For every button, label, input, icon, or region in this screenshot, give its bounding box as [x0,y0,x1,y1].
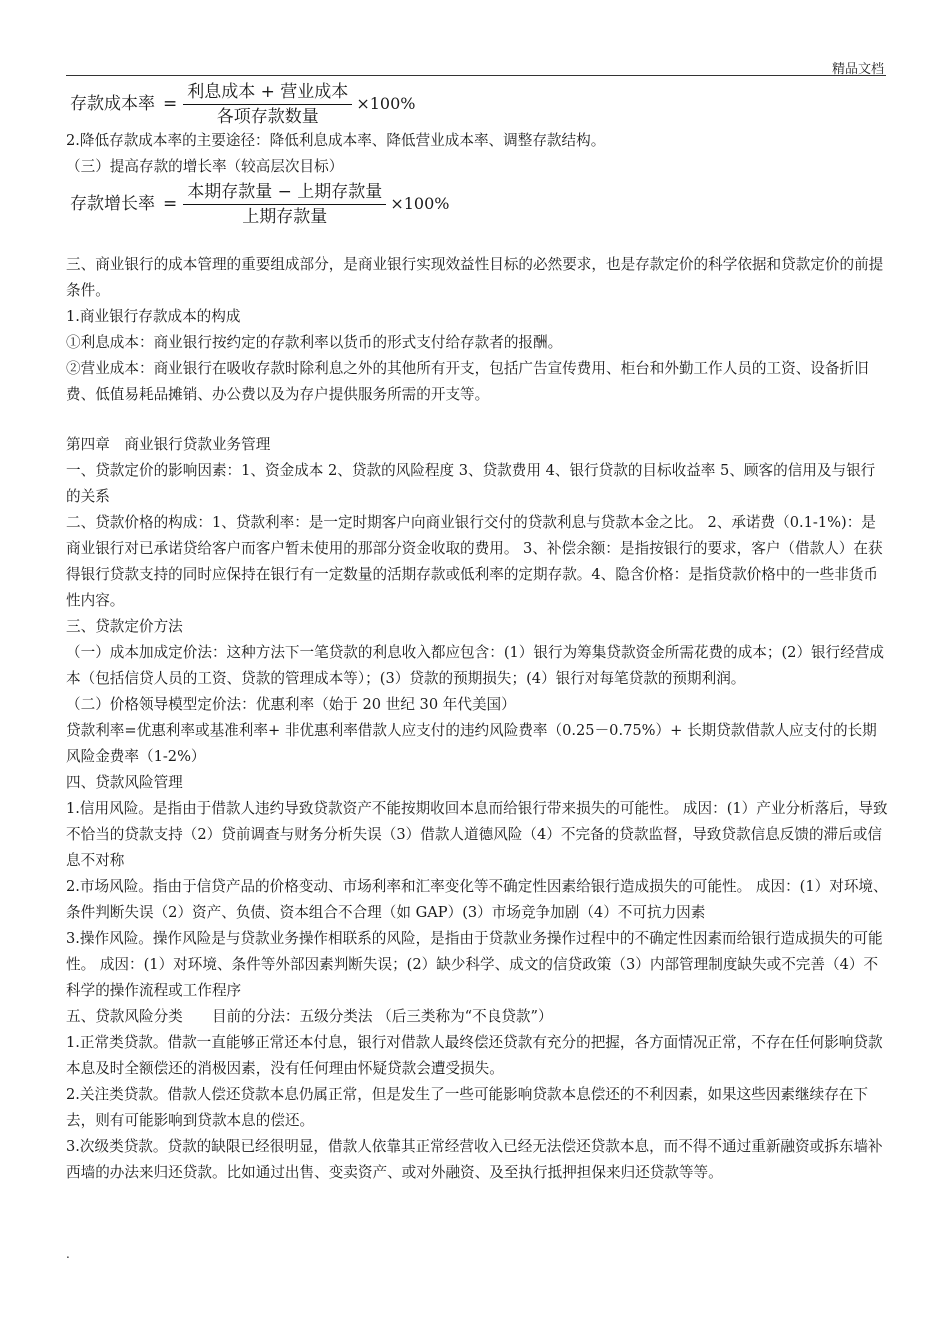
paragraph: 2.降低存款成本率的主要途径：降低利息成本率、降低营业成本率、调整存款结构。 [66,132,606,149]
formula-numerator: 本期存款量 − 上期存款量 [187,181,383,202]
document-body [66,80,888,1186]
paragraph: 1.正常类贷款。借款一直能够正常还本付息，银行对借款人最终偿还贷款有充分的把握，各方面情况正常，不存在任何影响贷款本息及时全额偿还的消极因素，没有任何理由怀疑贷款会遭受损失。 [66,1034,883,1077]
paragraph: 2.关注类贷款。借款人偿还贷款本息仍属正常，但是发生了一些可能影响贷款本息偿还的不利因素，如果这些因素继续存在下去，则有可能影响到贷款本息的偿还。 [66,1086,868,1129]
deposit-cost-rate-formula [70,80,888,128]
paragraph: 3.次级类贷款。贷款的缺限已经很明显，借款人依靠其正常经营收入已经无法偿还贷款本息，而不得不通过重新融资或拆东墙补西墙的办法来归还贷款。比如通过出售、变卖资产、或对外融资、及至执行抵押担保来归还贷款等等。 [66,1138,883,1181]
section-heading: 四、贷款风险管理 [66,774,183,791]
page-header-label: 精品文档 [831,62,884,77]
formula-numerator: 利息成本 + 营业成本 [187,81,349,102]
deposit-growth-rate-formula [70,180,888,228]
section-heading: 五、贷款风险分类 目前的分法：五级分类法 （后三类称为“不良贷款”） [66,1008,553,1025]
chapter-heading: 第四章 商业银行贷款业务管理 [66,436,271,453]
paragraph: 2.市场风险。指由于信贷产品的价格变动、市场利率和汇率变化等不确定性因素给银行造成损失的可能性。 成因：(1）对环境、条件判断失误（2）资产、负债、资本组合不合理（如 GAP）(3）市场竞争加剧（4）不可抗力因素 [66,878,888,921]
paragraph: 1.信用风险。是指由于借款人违约导致贷款资产不能按期收回本息而给银行带来损失的可能性。 成因：(1）产业分析落后，导致不恰当的贷款支持（2）贷前调查与财务分析失误（3）借款人道德风险（4）不完备的贷款监督，导致贷款信息反馈的滞后或信息不对称 [66,800,888,869]
paragraph: （二）价格领导模型定价法：优惠利率（始于 20 世纪 30 年代美国） [66,696,516,713]
paragraph: ②营业成本：商业银行在吸收存款时除利息之外的其他所有开支，包括广告宣传费用、柜台和外勤工作人员的工资、设备折旧费、低值易耗品摊销、办公费以及为存户提供服务所需的开支等。 [66,360,869,403]
footer-mark: . [66,1247,70,1261]
paragraph: 贷款利率=优惠利率或基准利率+ 非优惠利率借款人应支付的违约风险费率（0.25－0.75%）+ 长期贷款借款人应支付的长期风险金费率（1-2%） [66,722,877,765]
paragraph: 3.操作风险。操作风险是与贷款业务操作相联系的风险，是指由于贷款业务操作过程中的不确定性因素而给银行造成损失的可能性。 成因：(1）对环境、条件等外部因素判断失误；(2）缺少科学、成文的信贷政策（3）内部管理制度缺失或不完善（4）不科学的操作流程或工作程序 [66,930,883,999]
formula-lhs: 存款成本率 [70,94,155,114]
formula-multiplier: ×100% [390,194,450,213]
paragraph: 1.商业银行存款成本的构成 [66,308,241,325]
paragraph: （一）成本加成定价法：这种方法下一笔贷款的利息收入都应包含：(1）银行为筹集贷款资金所需花费的成本；(2）银行经营成本（包括信贷人员的工资、贷款的管理成本等）；(3）贷款的预期损失；(4）银行对每笔贷款的预期利润。 [66,644,885,687]
formula-equals: = [163,194,178,214]
spacer [66,228,888,252]
formula-denominator: 各项存款数量 [216,106,319,127]
formula-lhs: 存款增长率 [70,194,155,214]
paragraph: 三、商业银行的成本管理的重要组成部分，是商业银行实现效益性目标的必然要求，也是存款定价的科学依据和贷款定价的前提条件。 [66,256,884,299]
formula-fraction [183,82,352,127]
spacer [66,408,888,432]
paragraph: 二、贷款价格的构成：1、贷款利率：是一定时期客户向商业银行交付的贷款利息与贷款本金之比。 2、承诺费（0.1-1%)：是商业银行对已承诺贷给客户而客户暂未使用的那部分资金收取的费用。 3、补偿余额：是指按银行的要求，客户（借款人）在获得银行贷款支持的同时应保持在银行有一定数量的活期存款或低利率的定期存款。4、隐含价格：是指贷款价格中的一些非货币性内容。 [66,514,883,609]
section-heading: （三）提高存款的增长率（较高层次目标） [66,158,344,175]
formula-equals: = [163,94,178,114]
formula-denominator: 上期存款量 [242,206,328,227]
paragraph: 一、贷款定价的影响因素：1、资金成本 2、贷款的风险程度 3、贷款费用 4、银行贷款的目标收益率 5、顾客的信用及与银行的关系 [66,462,876,505]
paragraph: ①利息成本：商业银行按约定的存款利率以货币的形式支付给存款者的报酬。 [66,334,563,351]
formula-fraction [183,182,386,227]
formula-multiplier: ×100% [356,94,416,113]
header-divider [66,75,886,76]
section-heading: 三、贷款定价方法 [66,618,183,635]
